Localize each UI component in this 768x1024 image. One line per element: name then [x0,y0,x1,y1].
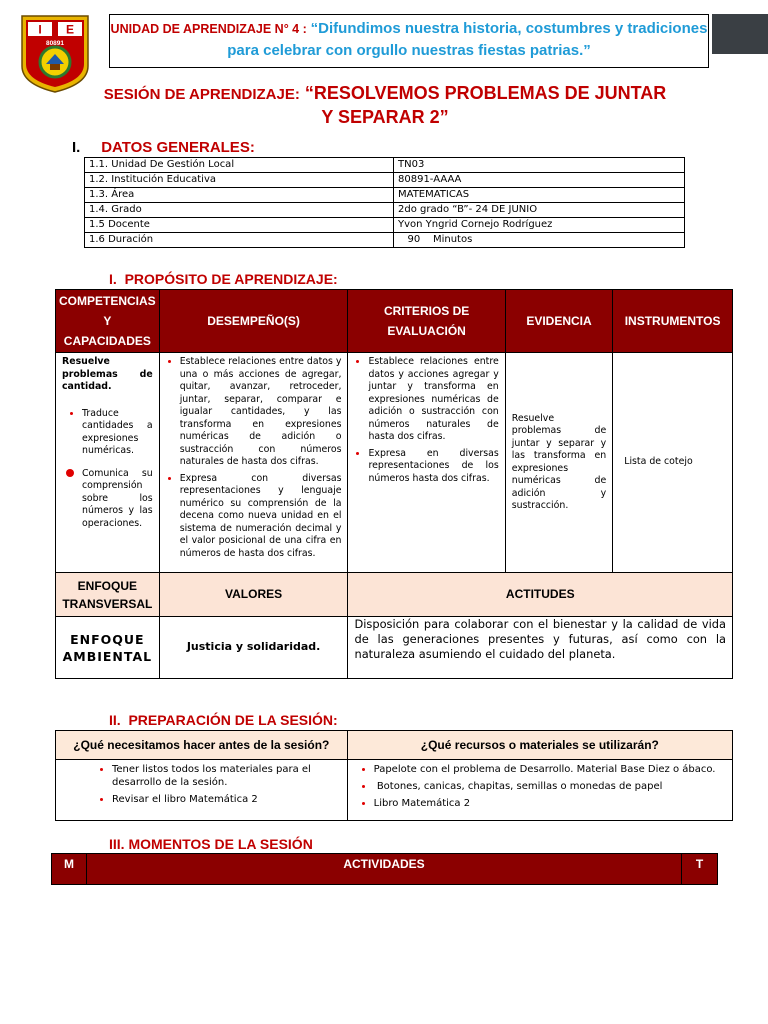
datos-key: 1.2. Institución Educativa [85,173,394,188]
instrumento-text: Lista de cotejo [624,456,693,468]
criterio-item: • Expresa en diversas representaciones de los números hasta dos cifras. [368,448,498,486]
evidencia-text: Resuelve problemas de juntar y separar y las transforma en expresiones numéricas de adición y sustracción. [511,412,607,511]
datos-key: 1.5 Docente [85,218,394,233]
proposito-table [55,289,733,679]
recurso-item: • Papelote con el problema de Desarrollo. Material Base Diez o ábaco. [374,763,728,776]
datos-row [85,188,685,203]
bullet-dot-icon [66,469,74,477]
datos-value: 80891-AAAA [394,173,685,188]
datos-key: 1.4. Grado [85,203,394,218]
session-label: SESIÓN DE APRENDIZAJE: [103,86,300,103]
header-actitudes: ACTITUDES [348,573,733,617]
header-evidencia: EVIDENCIA [505,290,612,353]
enfoque-body-row [56,617,733,679]
header-antes: ¿Qué necesitamos hacer antes de la sesión? [56,731,348,760]
preparacion-header-row [56,731,733,760]
header-enfoque: ENFOQUE TRANSVERSAL [56,573,160,617]
capacidad-item: • Traduce cantidades a expresiones numéricas. [82,408,153,458]
enfoque-text: ENFOQUE AMBIENTAL [56,617,160,679]
instrumentos-cell [613,353,733,573]
logo-letter-e: E [65,22,75,37]
unit-title: “Difundimos nuestra historia, costumbres y tradiciones para celebrar con orgullo nuestras fiestas patrias.” [227,20,708,59]
header-instrumentos: INSTRUMENTOS [613,290,733,353]
antes-item: • Tener listos todos los materiales para el desarrollo de la sesión. [112,763,343,789]
datos-row [85,173,685,188]
preparacion-body-row [56,760,733,821]
header-desempenos: DESEMPEÑO(S) [159,290,348,353]
criterio-item: • Establece relaciones entre datos y acciones agregar y juntar y transforma en expresiones numéricas de adición o sustracción con números naturales de hasta dos cifras. [368,356,498,444]
header-criterios: CRITERIOS DE EVALUACIÓN [348,290,505,353]
unit-header-box [109,14,709,68]
datos-row [85,218,685,233]
proposito-number: I. [109,271,117,287]
recurso-item: • Botones, canicas, chapitas, semillas o monedas de papel [374,780,728,793]
preparacion-heading-text: PREPARACIÓN DE LA SESIÓN: [128,712,338,728]
momentos-heading-text: MOMENTOS DE LA SESIÓN [128,836,313,852]
datos-heading [72,139,255,156]
preparacion-number: II. [109,712,121,728]
header-m: M [52,854,87,885]
antes-cell [56,760,348,821]
datos-value: MATEMATICAS [394,188,685,203]
momentos-header-row [52,854,718,885]
competencia-text: Resuelve problemas de cantidad. [62,356,153,392]
preparacion-heading [109,712,338,728]
momentos-table [51,853,718,885]
school-logo-icon [18,14,92,94]
datos-key: 1.6 Duración [85,233,394,248]
datos-row [85,203,685,218]
datos-number: I. [72,139,81,156]
header-recursos: ¿Qué recursos o materiales se utilizarán? [347,731,732,760]
capacidad-text: Comunica su comprensión sobre los números y las operaciones. [82,467,153,529]
datos-value: Yvon Yngrid Cornejo Rodríguez [394,218,685,233]
header-actividades: ACTIVIDADES [86,854,681,885]
antes-item: • Revisar el libro Matemática 2 [112,793,343,806]
valor-text: Justicia y solidaridad. [159,617,348,679]
datos-value: 2do grado “B”- 24 DE JUNIO [394,203,685,218]
evidencia-cell [505,353,612,573]
criterios-cell [348,353,505,573]
desempenos-cell [159,353,348,573]
actitud-text: Disposición para colaborar con el bienestar y la calidad de vida de las generaciones presentes y futuras, así como con la naturaleza asumiendo el cuidado del planeta. [348,617,733,679]
header-t: T [682,854,718,885]
desempeno-item: • Establece relaciones entre datos y una o más acciones de agregar, quitar, avanzar, retroceder, juntar, separar, comparar e igualar cantidades, y las transforma en expresiones numéricas de adición o sustracción con números naturales de hasta dos cifras. [180,356,342,469]
session-title [100,82,670,128]
competencias-cell [56,353,160,573]
proposito-heading-text: PROPÓSITO DE APRENDIZAJE: [124,271,338,287]
header-valores: VALORES [159,573,348,617]
capacidad-item [82,468,153,531]
preparacion-table [55,730,733,821]
datos-table [84,157,685,248]
datos-row [85,233,685,248]
datos-value: 90 Minutos [394,233,685,248]
dark-corner-block [712,14,768,54]
logo-number: 80891 [45,40,65,47]
momentos-heading [109,836,313,852]
recurso-item: • Libro Matemática 2 [374,797,728,810]
unit-label: UNIDAD DE APRENDIZAJE N° 4 : [110,22,307,36]
datos-key: 1.1. Unidad De Gestión Local [85,158,394,173]
desempeno-item: • Expresa con diversas representaciones y lenguaje numérico su comprensión de la decena como nueva unidad en el sistema de numeración decimal y el valor posicional de una cifra en números de hasta dos cifras. [180,473,342,561]
session-title-text: “RESOLVEMOS PROBLEMAS DE JUNTAR Y SEPARAR 2” [304,83,667,127]
header-competencias: COMPETENCIAS Y CAPACIDADES [56,290,160,353]
proposito-body-row [56,353,733,573]
recursos-cell [347,760,732,821]
datos-heading-text: DATOS GENERALES: [101,139,255,156]
datos-value: TN03 [394,158,685,173]
logo-letter-i: I [38,22,42,37]
datos-key: 1.3. Área [85,188,394,203]
proposito-heading [109,271,338,287]
proposito-header-row [56,290,733,353]
momentos-number: III. [109,836,125,852]
datos-row [85,158,685,173]
enfoque-header-row [56,573,733,617]
